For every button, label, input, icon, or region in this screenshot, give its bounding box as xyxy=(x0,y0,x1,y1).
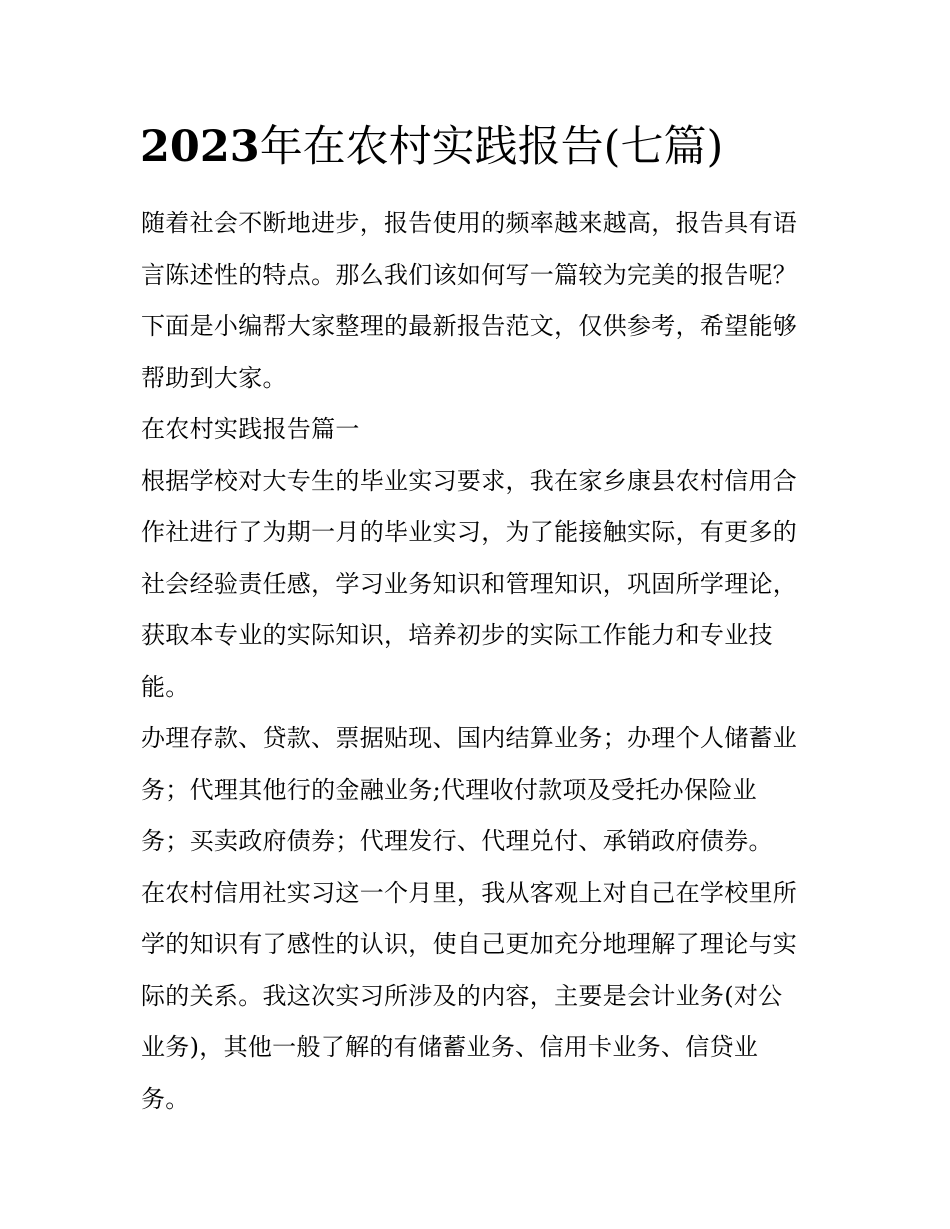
document-body xyxy=(141,198,821,1125)
text-line: 在农村实践报告篇一 xyxy=(141,415,360,443)
text-line: 获取本专业的实际知识，培养初步的实际工作能力和专业技 xyxy=(141,621,773,649)
text-line: 随着社会不断地进步，报告使用的频率越来越高，报告具有语 xyxy=(141,209,798,237)
text-line: 学的知识有了感性的认识，使自己更加充分地理解了理论与实 xyxy=(141,930,798,958)
text-line: 作社进行了为期一月的毕业实习，为了能接触实际，有更多的 xyxy=(141,518,798,546)
document-title xyxy=(140,118,840,176)
text-line: 社会经验责任感，学习业务知识和管理知识，巩固所学理论， xyxy=(141,569,798,598)
text-line: 下面是小编帮大家整理的最新报告范文，仅供参考，希望能够 xyxy=(141,312,798,340)
text-line: 办理存款、贷款、票据贴现、国内结算业务；办理个人储蓄业 xyxy=(141,724,798,752)
text-line: 言陈述性的特点。那么我们该如何写一篇较为完美的报告呢？ xyxy=(141,260,798,289)
text-line: 际的关系。我这次实习所涉及的内容，主要是会计业务(对公 xyxy=(141,981,783,1010)
text-line: 业务)，其他一般了解的有储蓄业务、信用卡业务、信贷业 xyxy=(141,1033,759,1061)
body-paragraph xyxy=(141,456,821,714)
text-line: 务。 xyxy=(141,1084,190,1113)
text-line: 能。 xyxy=(141,672,190,701)
intro-paragraph xyxy=(141,198,821,404)
text-line: 根据学校对大专生的毕业实习要求，我在家乡康县农村信用合 xyxy=(141,466,798,495)
body-paragraph xyxy=(141,868,821,1126)
title-year: 2023 xyxy=(140,122,260,172)
section-heading xyxy=(141,404,821,456)
body-paragraph xyxy=(141,713,821,868)
text-line: 务；代理其他行的金融业务;代理收付款项及受托办保险业 xyxy=(141,775,757,804)
text-line: 帮助到大家。 xyxy=(141,363,287,392)
text-line: 在农村信用社实习这一个月里，我从客观上对自己在学校里所 xyxy=(141,878,798,907)
text-line: 务；买卖政府债券；代理发行、代理兑付、承销政府债券。 xyxy=(141,827,773,855)
title-text: 年在农村实践报告(七篇) xyxy=(259,122,724,172)
